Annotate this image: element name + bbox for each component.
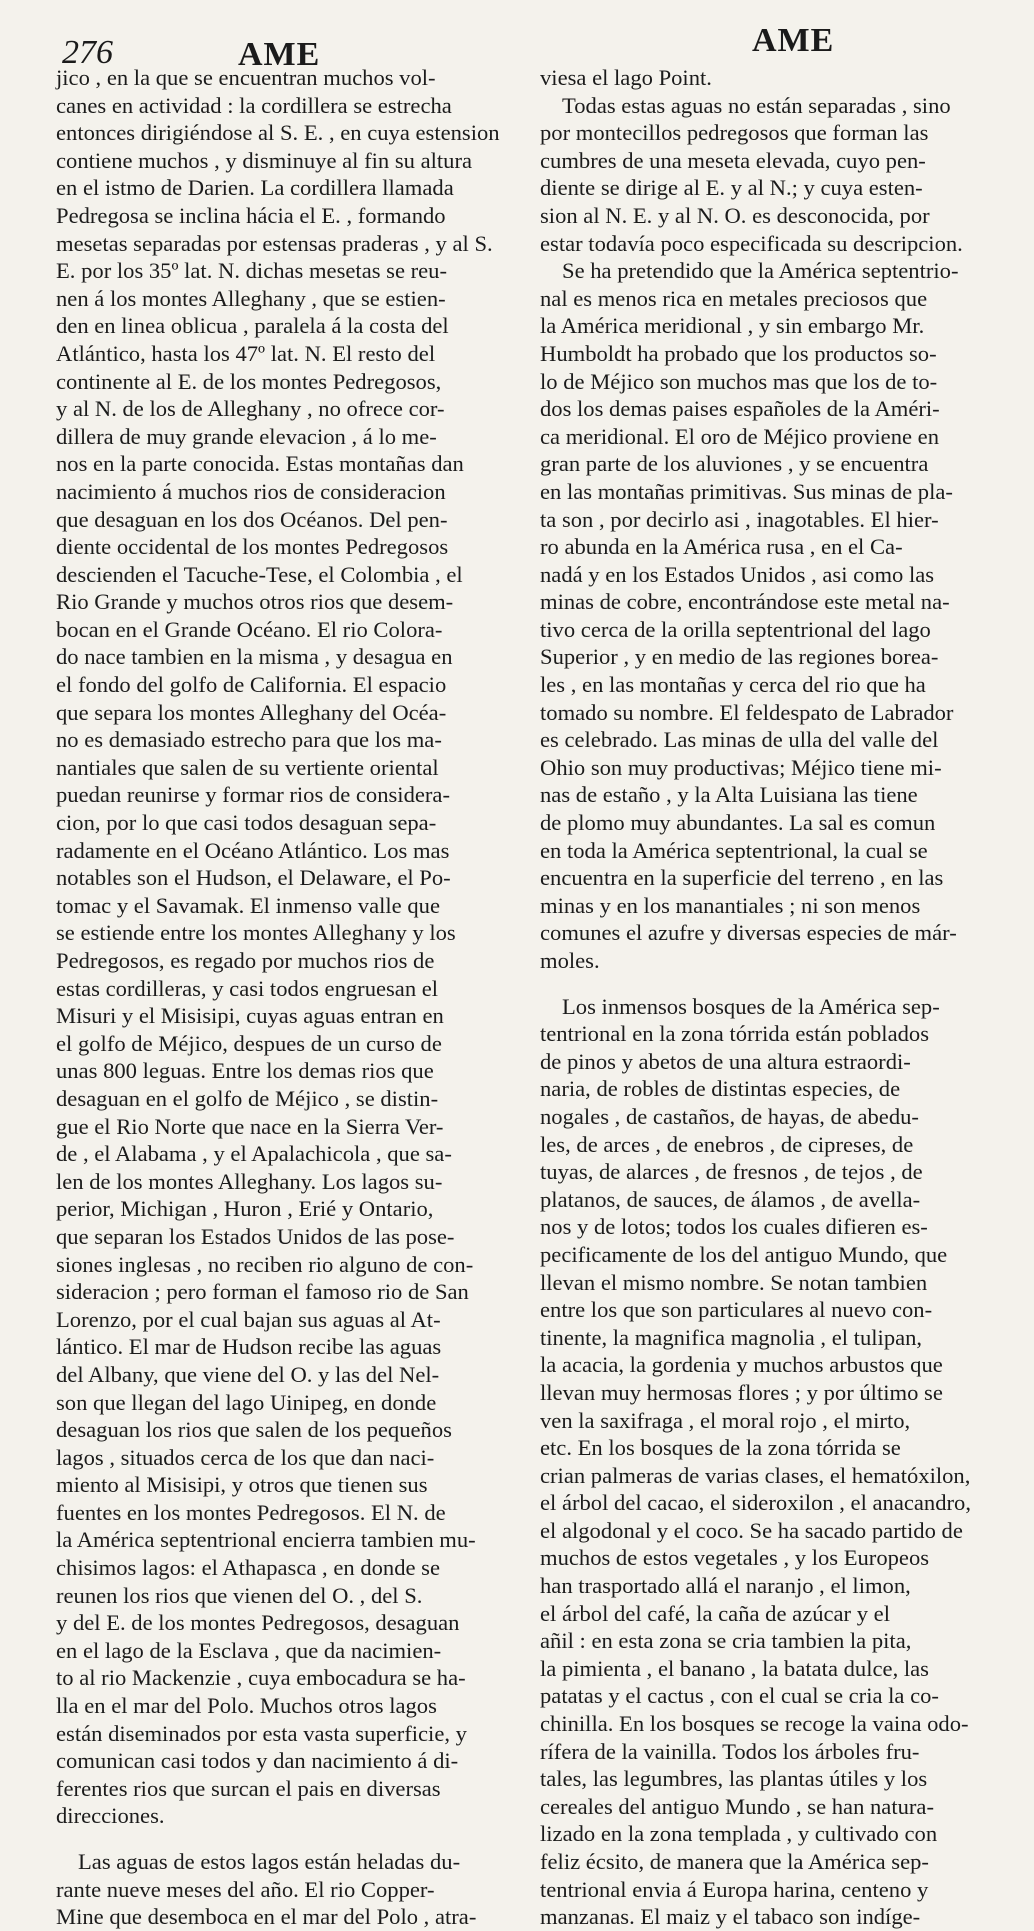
text-line: el algodonal y el coco. Se ha sacado partido de [540, 1517, 963, 1543]
text-line: desaguan en el golfo de Méjico , se distin- [56, 1085, 439, 1111]
text-line: la América meridional , y sin embargo Mr. [540, 313, 925, 339]
text-line: Atlántico, hasta los 47º lat. N. El resto del [56, 340, 436, 366]
text-line: reunen los rios que vienen del O. , del S. [56, 1582, 423, 1608]
text-line: minas de cobre, encontrándose este metal na- [540, 589, 950, 615]
text-line: se estiende entre los montes Alleghany y los [56, 920, 456, 946]
text-line: rante nueve meses del año. El rio Copper- [56, 1876, 435, 1902]
text-line: es celebrado. Las minas de ulla del valle del [540, 727, 939, 753]
text-line: tuyas, de alarces , de fresnos , de tejos , de [540, 1159, 923, 1185]
text-line: tentrional envia á Europa harina, centeno y [540, 1876, 929, 1902]
text-line: etc. En los bosques de la zona tórrida se [540, 1435, 901, 1461]
text-line: cion, por lo que casi todos desaguan sepa- [56, 810, 437, 836]
text-line: chinilla. En los bosques se recoge la vaina odo- [540, 1711, 969, 1737]
text-line: tentrional en la zona tórrida están poblados [540, 1021, 929, 1047]
text-line: Ohio son muy productivas; Méjico tiene mi- [540, 754, 942, 780]
text-line: ferentes rios que surcan el pais en diversas [56, 1775, 441, 1801]
text-line: llevan muy hermosas flores ; y por último se [540, 1379, 943, 1405]
text-line: platanos, de sauces, de álamos , de avella- [540, 1186, 921, 1212]
text-line: tales, las legumbres, las plantas útiles y los [540, 1766, 928, 1792]
text-line: de pinos y abetos de una altura estraordi- [540, 1048, 911, 1074]
right-column [540, 64, 1002, 1931]
text-line: les, de arces , de enebros , de cipreses, de [540, 1131, 914, 1157]
text-line: Pedregosos, es regado por muchos rios de [56, 948, 435, 973]
left-column [56, 64, 522, 1931]
text-line: rífera de la vainilla. Todos los árboles fru- [540, 1738, 920, 1764]
text-line: no es demasiado estrecho para que los ma- [56, 727, 442, 753]
text-line: Superior , y en medio de las regiones boreа- [540, 644, 939, 670]
text-line: nogales , de castaños, de hayas, de abedu- [540, 1103, 919, 1129]
text-line: viesa el lago Point. [540, 65, 712, 90]
text-line: unas 800 leguas. Entre los demas rios que [56, 1058, 434, 1084]
text-line: y del E. de los montes Pedregosos, desaguan [56, 1610, 460, 1636]
text-line: patatas y el cactus , con el cual se cria la co- [540, 1683, 939, 1709]
text-line: Todas estas aguas no están separadas , sino [562, 92, 951, 118]
text-line: la pimienta , el banano , la batata dulce, las [540, 1655, 929, 1681]
text-line: to al rio Mackenzie , cuya embocadura se ha- [56, 1665, 466, 1691]
text-line: el fondo del golfo de California. El espacio [56, 672, 447, 698]
text-line: la América septentrional encierra tambien mu- [56, 1527, 476, 1553]
text-line: tomac y el Savamak. El inmenso valle que [56, 892, 440, 918]
running-head-right: AME [752, 22, 835, 59]
text-line: bocan en el Grande Océano. El rio Colora- [56, 616, 443, 642]
text-line: moles. [540, 948, 600, 973]
text-line: naria, de robles de distintas especies, de [540, 1076, 901, 1102]
text-line: lizado en la zona templada , y cultivado con [540, 1821, 938, 1847]
text-line: Mine que desemboca en el mar del Polo , atra- [56, 1904, 477, 1930]
text-line: nos en la parte conocida. Estas montañas dan [56, 451, 464, 477]
text-line: cumbres de una meseta elevada, cuyo pen- [540, 147, 926, 173]
text-line: diente occidental de los montes Pedregosos [56, 534, 449, 560]
text-line: estas cordilleras, y casi todos engruesan el [56, 975, 439, 1001]
text-line: Misuri y el Misisipi, cuyas aguas entran en [56, 1003, 444, 1029]
text-line: Los inmensos bosques de la América sep- [562, 993, 940, 1019]
text-line: nas de estaño , y la Alta Luisiana las tiene [540, 782, 918, 808]
text-line: del Albany, que viene del O. y las del Nel- [56, 1361, 440, 1387]
text-line: que separan los Estados Unidos de las pose- [56, 1223, 455, 1249]
text-line: perior, Michigan , Huron , Erié y Ontario, [56, 1196, 434, 1222]
text-line: son que llegan del lago Uinipeg, en donde [56, 1389, 437, 1415]
text-line: descienden el Tacuche-Tese, el Colombia , el [56, 561, 463, 587]
text-line: sideracion ; pero forman el famoso rio de San [56, 1279, 469, 1305]
text-line: sion al N. E. y al N. O. es desconocida, por [540, 202, 930, 228]
text-line: que separa los montes Alleghany del Océa- [56, 699, 447, 725]
text-line: ca meridional. El oro de Méjico proviene en [540, 423, 940, 449]
text-line: radamente en el Océano Atlántico. Los mas [56, 837, 450, 863]
text-line: entonces dirigiéndose al S. E. , en cuya estension [56, 120, 500, 146]
text-line: siones inglesas , no reciben rio alguno de con- [56, 1251, 474, 1277]
text-line: notables son el Hudson, el Delaware, el Po- [56, 865, 451, 891]
text-line: les , en las montañas y cerca del rio que ha [540, 672, 926, 698]
text-line: feliz écsito, de manera que la América sep- [540, 1849, 929, 1874]
text-line: continente al E. de los montes Pedregosos, [56, 368, 442, 394]
text-line: comunican casi todos y dan nacimiento á di- [56, 1748, 459, 1774]
text-line: direcciones. [56, 1803, 165, 1829]
text-line: gran parte de los aluviones , y se encuentra [540, 451, 929, 477]
text-line: manzanas. El maiz y el tabaco son indíge- [540, 1904, 921, 1930]
paragraph-gap [56, 1830, 522, 1848]
text-line: por montecillos pedregosos que forman las [540, 120, 929, 146]
text-line: jico , en la que se encuentran muchos vol- [56, 65, 436, 90]
page-number: 276 [62, 34, 113, 71]
text-line: den en linea oblicua , paralela á la costa del [56, 313, 449, 339]
text-line: E. por los 35º lat. N. dichas mesetas se reu- [56, 258, 447, 284]
text-line: minas y en los manantiales ; ni son menos [540, 892, 921, 918]
text-line: en toda la América septentrional, la cual se [540, 837, 928, 863]
text-line: dos los demas paises españoles de la Améri- [540, 396, 940, 422]
text-line: nacimiento á muchos rios de consideracion [56, 478, 446, 504]
text-line: len de los montes Alleghany. Los lagos su- [56, 1168, 443, 1194]
text-line: nal es menos rica en metales preciosos que [540, 285, 928, 311]
text-line: Se ha pretendido que la América septentrio- [562, 258, 959, 284]
text-line: de plomo muy abundantes. La sal es comun [540, 810, 936, 836]
text-line: nos y de lotos; todos los cuales difieren es- [540, 1214, 928, 1240]
text-line: nen á los montes Alleghany , que se estien- [56, 285, 446, 311]
text-line: tomado su nombre. El feldespato de Labrador [540, 699, 954, 725]
text-line: están diseminados por esta vasta superficie, y [56, 1720, 467, 1746]
text-line: comunes el azufre y diversas especies de már- [540, 920, 957, 946]
text-line: lla en el mar del Polo. Muchos otros lagos [56, 1693, 437, 1719]
text-line: la acacia, la gordenia y muchos arbustos que [540, 1352, 943, 1378]
text-line: el árbol del café, la caña de azúcar y el [540, 1600, 890, 1626]
text-line: han trasportado allá el naranjo , el limon, [540, 1573, 911, 1599]
paragraph-gap [540, 975, 1002, 993]
text-line: tinente, la magnifica magnolia , el tulipan, [540, 1324, 923, 1350]
text-line: en el lago de la Esclava , que da nacimien- [56, 1637, 442, 1663]
text-line: crian palmeras de varias clases, el hematóxilon, [540, 1462, 971, 1488]
text-line: nantiales que salen de su vertiente oriental [56, 754, 439, 780]
text-line: diente se dirige al E. y al N.; y cuya esten- [540, 175, 923, 201]
text-line: el árbol del cacao, el sideroxilon , el anacandro, [540, 1490, 971, 1516]
text-line: desaguan los rios que salen de los pequeños [56, 1417, 452, 1443]
text-line: contiene muchos , y disminuye al fin su altura [56, 147, 473, 173]
text-line: lo de Méjico son muchos mas que los de to- [540, 368, 938, 394]
text-line: ven la saxifraga , el moral rojo , el mirto, [540, 1407, 911, 1433]
text-line: puedan reunirse y formar rios de considera- [56, 782, 450, 808]
text-line: Pedregosa se inclina hácia el E. , formando [56, 202, 446, 228]
text-line: ta son , por decirlo asi , inagotables. El hier- [540, 506, 939, 532]
text-line: cereales del antiguo Mundo , se han natura- [540, 1793, 934, 1819]
text-line: encuentra en la superficie del terreno , en las [540, 865, 944, 891]
text-line: muchos de estos vegetales , y los Europeos [540, 1545, 930, 1571]
text-line: mesetas separadas por estensas praderas , y al S. [56, 230, 493, 256]
text-line: entre los que son particulares al nuevo con- [540, 1297, 933, 1323]
text-line: chisimos lagos: el Athapasca , en donde se [56, 1555, 441, 1581]
text-line: tivo cerca de la orilla septentrional del lago [540, 616, 931, 642]
text-line: Las aguas de estos lagos están heladas du- [78, 1849, 461, 1874]
text-line: Lorenzo, por el cual bajan sus aguas al At- [56, 1306, 441, 1332]
text-line: en el istmo de Darien. La cordillera llamada [56, 175, 454, 201]
text-line: lántico. El mar de Hudson recibe las aguas [56, 1334, 442, 1360]
text-line: estar todavía poco especificada su descripcion. [540, 230, 963, 256]
text-line: canes en actividad : la cordillera se estrecha [56, 92, 452, 118]
text-line: el golfo de Méjico, despues de un curso de [56, 1030, 442, 1056]
text-line: ro abunda en la América rusa , en el Ca- [540, 534, 903, 560]
running-head-left: AME [238, 36, 321, 73]
text-line: nadá y en los Estados Unidos , asi como las [540, 561, 935, 587]
text-line: de , el Alabama , y el Apalachicola , que sa- [56, 1141, 452, 1167]
text-line: en las montañas primitivas. Sus minas de pla- [540, 478, 953, 504]
text-line: añil : en esta zona se cria tambien la pita, [540, 1628, 912, 1654]
text-line: gue el Rio Norte que nace en la Sierra Ver- [56, 1113, 444, 1139]
text-line: que desaguan en los dos Océanos. Del pen- [56, 506, 448, 532]
text-line: do nace tambien en la misma , y desagua en [56, 644, 453, 670]
text-line: y al N. de los de Alleghany , no ofrece cor- [56, 396, 445, 422]
text-line: pecificamente de los del antiguo Mundo, que [540, 1241, 948, 1267]
text-line: llevan el mismo nombre. Se notan tambien [540, 1269, 928, 1295]
text-line: lagos , situados cerca de los que dan naci- [56, 1444, 435, 1470]
text-line: fuentes en los montes Pedregosos. El N. de [56, 1499, 446, 1525]
text-line: miento al Misisipi, y otros que tienen sus [56, 1472, 428, 1498]
text-line: Rio Grande y muchos otros rios que desem- [56, 589, 454, 615]
text-line: Humboldt ha probado que los productos so- [540, 340, 937, 366]
text-line: dillera de muy grande elevacion , á lo me- [56, 423, 437, 449]
